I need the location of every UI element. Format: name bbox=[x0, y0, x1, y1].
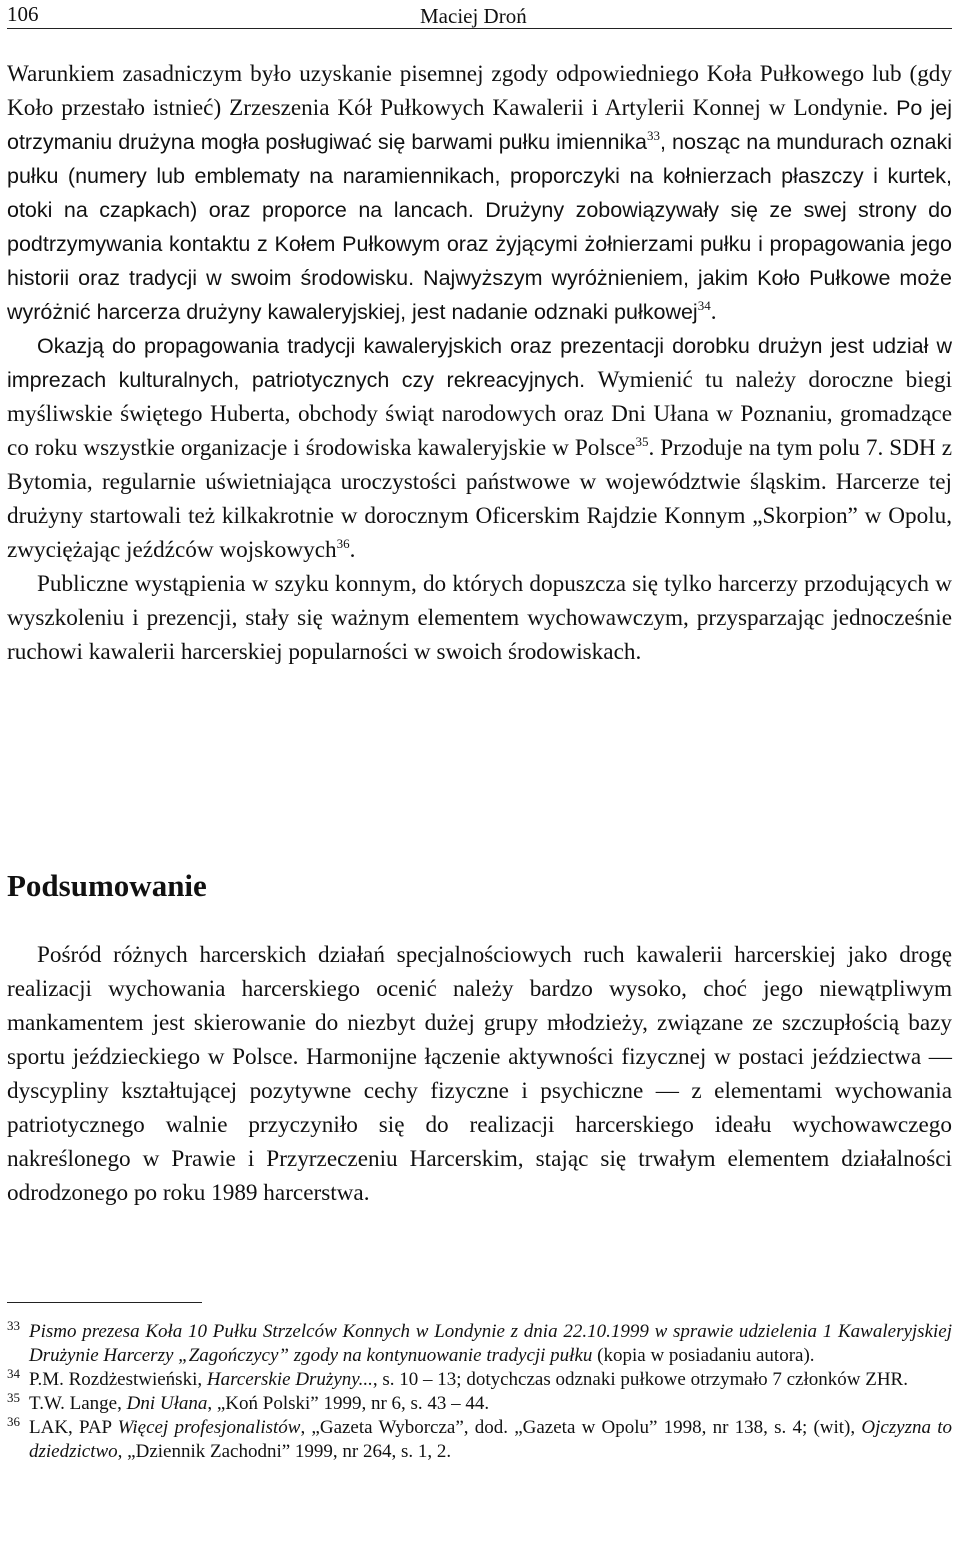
paragraph-text: . bbox=[710, 299, 717, 325]
footnote-ref-33[interactable]: 33 bbox=[647, 128, 660, 143]
running-title-author: Maciej Droń bbox=[420, 4, 527, 28]
paragraph-text: . Przoduje na tym polu 7. SDH z Bytomia, regularnie uświetniająca uroczystości państwowe w województwie śląskim. Harcerze tej drużyny startowali też kilkakrotnie w dorocznym Oficerskim Rajdzie Konnym „Skorpion” w Opolu, zwyciężając jeźdźców wojskowych bbox=[7, 435, 952, 563]
paragraph-text: Okazją do propagowania tradycji kawaleryjskich oraz prezentacji dorobku drużyn jest udział w imprezach kulturalnych, patriotycznych czy rekreacyjnych. bbox=[7, 334, 952, 392]
footnote-separator bbox=[7, 1302, 202, 1303]
page-number: 106 bbox=[7, 2, 39, 26]
paragraph-text: , nosząc na mundurach oznaki pułku (numery lub emblematy na naramiennikach, proporczyki na kołnierzach płaszczy i kurtek, otoki na czapkach) oraz proporce na lancach. Drużyny zobowiązywały się ze swej strony do podtrzymywania kontaktu z Kołem Pułkowym oraz żyjącymi żołnierzami pułku i propagowania jego historii oraz tradycji w swoim środowisku. Najwyższym wyróżnieniem, jakim Koło Pułkowe może wyróżnić harcerza drużyny kawaleryjskiej, jest nadanie odznaki pułkowej bbox=[7, 130, 952, 324]
footnote-title: Pismo prezesa Koła 10 Pułku Strzelców Konnych w Londynie z dnia 22.10.1999 w sprawie udzielenia 1 Kawaleryjskiej Drużynie Harcerzy „Zagończycy” zgody na kontynuowanie tradycji pułku bbox=[29, 1321, 952, 1366]
body-text-summary bbox=[7, 938, 952, 1210]
footnote-ref-34[interactable]: 34 bbox=[697, 298, 711, 313]
paragraph-text: . bbox=[349, 537, 356, 563]
footnote-title: Więcej profesjonalistów bbox=[117, 1417, 301, 1438]
paragraph-text: Po jej otrzymaniu drużyna mogła posługiwać się barwami pułku imiennika bbox=[7, 96, 952, 154]
footnote-title: Dni Ułana bbox=[126, 1393, 208, 1414]
footnote-title: Harcerskie Drużyny... bbox=[206, 1369, 373, 1390]
body-paragraph-2 bbox=[7, 329, 952, 567]
paragraph-text: Warunkiem zasadniczym było uzyskanie pisemnej zgody odpowiedniego Koła Pułkowego lub (gdy Koło przestało istnieć) Zrzeszenia Kół Pułkowych Kawalerii i Artylerii Konnej w Londynie. bbox=[7, 61, 952, 121]
footnote-title: Ojczyzna to dziedzictwo bbox=[29, 1417, 952, 1462]
footnote-36 bbox=[7, 1416, 952, 1464]
footnote-number: 34 bbox=[7, 1366, 20, 1381]
section-heading: Podsumowanie bbox=[7, 868, 207, 903]
body-paragraph-1 bbox=[7, 57, 952, 329]
summary-paragraph: Pośród różnych harcerskich działań specjalnościowych ruch kawalerii harcerskiej jako drogę realizacji wychowania harcerskiego ocenić należy bardzo wysoko, choć jego niewątpliwym mankamentem jest skierowanie do niezbyt dużej grupy młodzieży, związane ze szczupłością bazy sportu jeździeckiego w Polsce. Harmonijne łączenie aktywności fizycznej w postaci jeździectwa — dyscypliny kształtującej pozytywne cechy fizyczne i psychiczne — z elementami wychowania patriotycznego walnie przyczyniło się do realizacji harcerskiego ideału wychowawczego nakreślonego w Prawie i Przyrzeczeniu Harcerskim, stając się trwałym elementem działalności odrodzonego po roku 1989 harcerstwa. bbox=[7, 942, 952, 1206]
footnote-number: 36 bbox=[7, 1414, 20, 1429]
footnote-text: T.W. Lange, bbox=[29, 1393, 127, 1414]
footnote-text: , „Gazeta Wyborcza”, dod. „Gazeta w Opolu” 1998, nr 138, s. 4; (wit), bbox=[300, 1417, 862, 1438]
footnote-35 bbox=[7, 1392, 952, 1416]
running-header bbox=[7, 4, 952, 29]
paragraph-text: Wymienić tu należy doroczne biegi myśliwskie świętego Huberta, obchody świąt narodowych oraz Dni Ułana w Poznaniu, gromadzące co roku wszystkie organizacje i środowiska kawaleryjskie w Polsce bbox=[7, 367, 953, 461]
body-paragraph-3: Publiczne wystąpienia w szyku konnym, do których dopuszcza się tylko harcerzy przodujących w wyszkoleniu i prezencji, stały się ważnym elementem wychowawczym, przysparzając jednocześnie ruchowi kawalerii harcerskiej popularności w swoich środowiskach. bbox=[7, 571, 952, 665]
body-text-top bbox=[7, 57, 952, 669]
footnote-text: (kopia w posiadaniu autora). bbox=[592, 1345, 815, 1366]
footnote-text: P.M. Rozdżestwieński, bbox=[29, 1369, 207, 1390]
footnotes bbox=[7, 1320, 952, 1464]
footnote-text: , „Koń Polski” 1999, nr 6, s. 43 – 44. bbox=[207, 1393, 490, 1414]
footnote-33 bbox=[7, 1320, 952, 1368]
footnote-number: 33 bbox=[7, 1318, 20, 1333]
footnote-34 bbox=[7, 1368, 952, 1392]
footnote-number: 35 bbox=[7, 1390, 20, 1405]
footnote-text: , „Dziennik Zachodni” 1999, nr 264, s. 1, 2. bbox=[117, 1441, 452, 1462]
footnote-ref-36[interactable]: 36 bbox=[336, 536, 350, 551]
footnote-text: , s. 10 – 13; dotychczas odznaki pułkowe otrzymało 7 członków ZHR. bbox=[372, 1369, 908, 1390]
footnote-text: LAK, PAP bbox=[29, 1417, 118, 1438]
footnote-ref-35[interactable]: 35 bbox=[635, 434, 649, 449]
